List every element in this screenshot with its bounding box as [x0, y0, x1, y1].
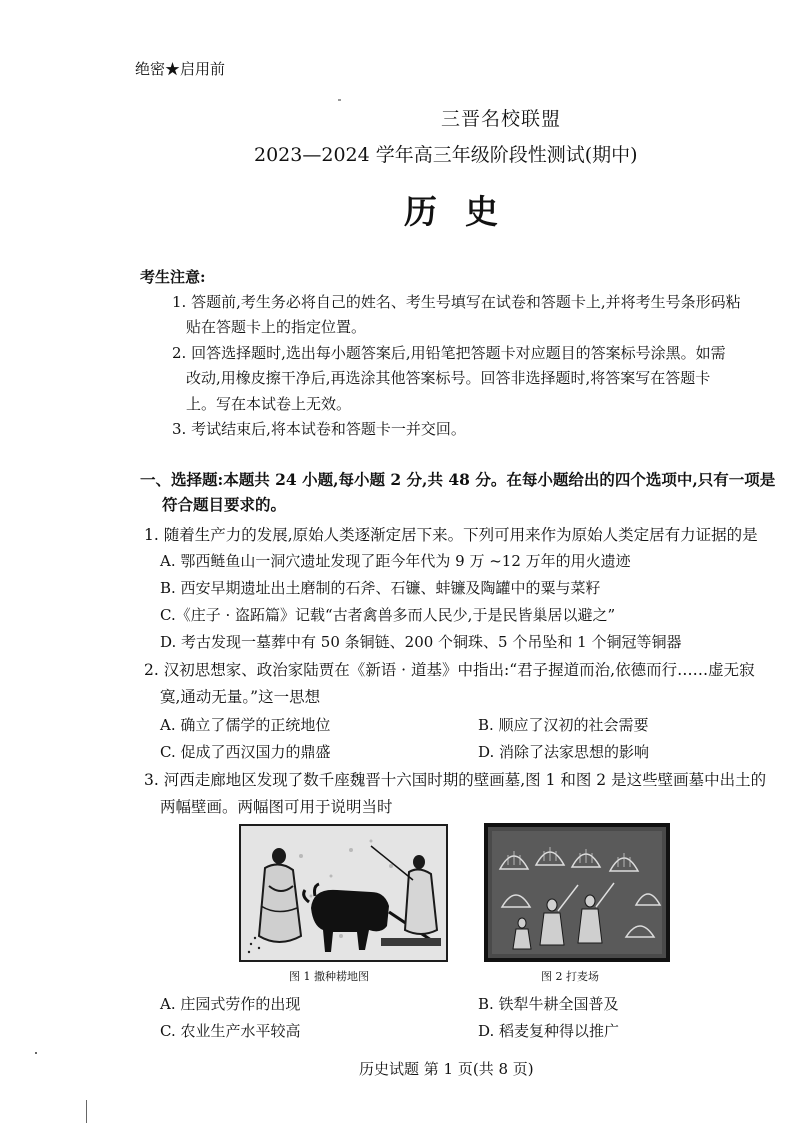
question-2-stem-cont: 寞,通动无量。”这一思想: [160, 688, 321, 706]
q2-option-c: C. 促成了西汉国力的鼎盛: [160, 743, 331, 761]
figure-2-mural: [484, 823, 670, 962]
figure-1-mural: [239, 824, 448, 962]
q3-option-d: D. 稻麦复种得以推广: [478, 1022, 620, 1040]
threshing-mural-image: [486, 825, 668, 960]
notice-line: 1. 答题前,考生务必将自己的姓名、考生号填写在试卷和答题卡上,并将考生号条形码粘: [172, 293, 741, 311]
q2-option-a: A. 确立了儒学的正统地位: [160, 716, 331, 734]
notice-heading: 考生注意:: [140, 268, 206, 286]
page-footer: 历史试题 第 1 页(共 8 页): [359, 1060, 534, 1078]
question-3-stem-cont: 两幅壁画。两幅图可用于说明当时: [160, 798, 393, 816]
notice-line: 贴在答题卡上的指定位置。: [186, 318, 367, 336]
organization-name: 三晋名校联盟: [441, 108, 562, 130]
figure-2-caption: 图 2 打麦场: [541, 970, 599, 983]
question-2-stem: 2. 汉初思想家、政治家陆贾在《新语 · 道基》中指出:“君子握道而治,依德而行……虚无寂: [144, 661, 755, 679]
sowing-mural-image: [241, 826, 446, 960]
confidential-label: 绝密★启用前: [135, 60, 226, 78]
q1-option-d: D. 考古发现一墓葬中有 50 条铜链、200 个铜珠、5 个吊坠和 1 个铜冠等铜器: [160, 633, 682, 651]
notice-line: 2. 回答选择题时,选出每小题答案后,用铅笔把答题卡对应题目的答案标号涂黑。如需: [172, 344, 726, 362]
question-3-stem: 3. 河西走廊地区发现了数千座魏晋十六国时期的壁画墓,图 1 和图 2 是这些壁画墓中出土的: [144, 771, 767, 789]
q3-option-c: C. 农业生产水平较高: [160, 1022, 301, 1040]
scan-dot: [338, 99, 341, 101]
question-1-stem: 1. 随着生产力的发展,原始人类逐渐定居下来。下列可用来作为原始人类定居有力证据的是: [144, 526, 758, 544]
figure-1-caption: 图 1 撒种耢地图: [289, 970, 369, 983]
q3-option-b: B. 铁犁牛耕全国普及: [478, 995, 619, 1013]
section-heading-cont: 符合题目要求的。: [162, 495, 287, 514]
scan-dot: [35, 1052, 37, 1054]
q1-option-b: B. 西安早期遗址出土磨制的石斧、石镰、蚌镰及陶罐中的粟与菜籽: [160, 579, 601, 597]
subject-title: 历史: [404, 192, 526, 231]
q3-option-a: A. 庄园式劳作的出现: [160, 995, 301, 1013]
q1-option-a: A. 鄂西鲢鱼山一洞穴遗址发现了距今年代为 9 万 ~12 万年的用火遗迹: [160, 552, 631, 570]
notice-line: 3. 考试结束后,将本试卷和答题卡一并交回。: [172, 420, 466, 438]
q1-option-c: C.《庄子 · 盗跖篇》记载“古者禽兽多而人民少,于是民皆巢居以避之”: [160, 606, 616, 624]
section-heading: 一、选择题:本题共 24 小题,每小题 2 分,共 48 分。在每小题给出的四个选项中,只有一项是: [140, 470, 776, 489]
notice-line: 上。写在本试卷上无效。: [186, 395, 352, 413]
exam-title: 2023—2024 学年高三年级阶段性测试(期中): [254, 144, 638, 166]
notice-line: 改动,用橡皮擦干净后,再选涂其他答案标号。回答非选择题时,将答案写在答题卡: [186, 369, 711, 387]
scan-edge-mark: [86, 1100, 87, 1123]
q2-option-b: B. 顺应了汉初的社会需要: [478, 716, 649, 734]
q2-option-d: D. 消除了法家思想的影响: [478, 743, 650, 761]
